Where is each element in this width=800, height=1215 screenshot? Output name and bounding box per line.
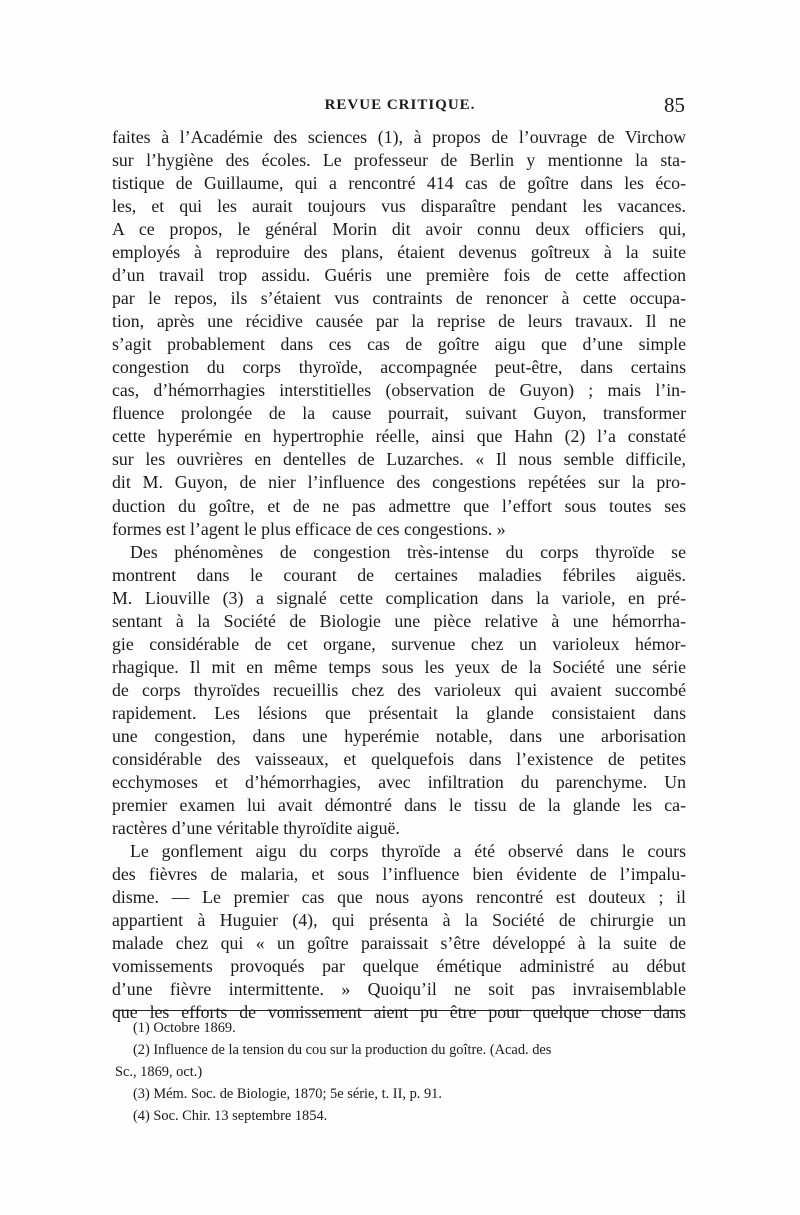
text-line: formes est l’agent le plus efficace de ces congestions. »	[112, 518, 506, 539]
text-line: Des phénomènes de congestion très-intense du corps thyroïde se	[130, 541, 686, 562]
text-line: les, et qui les aurait toujours vus disparaître pendant les vacances.	[112, 196, 686, 217]
text-line: cette hyperémie en hypertrophie réelle, ainsi que Hahn (2) l’a constaté	[112, 426, 686, 447]
text-line: par le repos, ils s’étaient vus contraints de renoncer à cette occupa-	[112, 288, 686, 309]
footnote-3: (3) Mém. Soc. de Biologie, 1870; 5e série, t. II, p. 91.	[133, 1086, 442, 1102]
text-line: congestion du corps thyroïde, accompagnée peut-être, dans certains	[112, 357, 686, 378]
footnote-2-continued: Sc., 1869, oct.)	[115, 1064, 203, 1080]
text-line: employés à reproduire des plans, étaient devenus goîtreux à la suite	[112, 242, 686, 263]
text-line: des fièvres de malaria, et sous l’influence bien évidente de l’impalu-	[112, 864, 686, 884]
text-line: vomissements provoqués par quelque émétique administré au début	[112, 956, 686, 977]
text-line: tion, après une récidive causée par la reprise de leurs travaux. Il ne	[112, 311, 686, 332]
text-line: que les efforts de vomissement aient pu être pour quelque chose dans	[112, 1002, 686, 1023]
text-line: malade chez qui « un goître paraissait s’être développé à la suite de	[112, 933, 686, 954]
text-line: ractères d’une véritable thyroïdite aiguë.	[112, 817, 400, 838]
text-line: sentant à la Société de Biologie une pièce relative à une hémorrha-	[112, 610, 686, 631]
text-line: rapidement. Les lésions que présentait la glande consistaient dans	[112, 702, 686, 723]
text-line: considérable des vaisseaux, et quelquefois dans l’existence de petites	[112, 748, 686, 769]
text-line: appartient à Huguier (4), qui présenta à la Société de chirurgie un	[112, 910, 686, 931]
text-line: de corps thyroïdes recueillis chez des varioleux qui avaient succombé	[112, 679, 686, 700]
text-line: ecchymoses et d’hémorrhagies, avec infiltration du parenchyme. Un	[112, 771, 686, 792]
page-header	[115, 93, 685, 119]
text-line: sur l’hygiène des écoles. Le professeur de Berlin y mentionne la sta-	[112, 150, 686, 171]
running-title: REVUE CRITIQUE.	[324, 97, 476, 113]
text-line: d’un travail trop assidu. Guéris une première fois de cette affection	[112, 265, 686, 286]
body-text	[112, 126, 686, 1024]
text-line: Le gonflement aigu du corps thyroïde a été observé dans le cours	[130, 840, 686, 861]
text-line: fluence prolongée de la cause pourrait, suivant Guyon, transformer	[112, 403, 686, 424]
footnotes	[115, 1017, 685, 1127]
text-line: gie considérable de cet organe, survenue chez un varioleux hémor-	[112, 633, 686, 654]
text-line: faites à l’Académie des sciences (1), à propos de l’ouvrage de Virchow	[112, 127, 686, 147]
text-line: disme. — Le premier cas que nous ayons rencontré est douteux ; il	[112, 887, 686, 908]
footnote-divider	[115, 1010, 685, 1011]
text-line: cas, d’hémorrhagies interstitielles (observation de Guyon) ; mais l’in-	[112, 380, 686, 401]
text-line: montrent dans le courant de certaines maladies fébriles aiguës.	[112, 564, 686, 585]
text-line: tistique de Guillaume, qui a rencontré 414 cas de goître dans les éco-	[112, 173, 686, 194]
footnote-4: (4) Soc. Chir. 13 septembre 1854.	[133, 1108, 328, 1124]
text-line: premier examen lui avait démontré dans le tissu de la glande les ca-	[112, 794, 686, 815]
text-line: A ce propos, le général Morin dit avoir connu deux officiers qui,	[112, 219, 686, 240]
text-line: d’une fièvre intermittente. » Quoiqu’il ne soit pas invraisemblable	[112, 979, 686, 1000]
text-line: rhagique. Il mit en même temps sous les yeux de la Société une série	[112, 656, 686, 677]
footnote-1: (1) Octobre 1869.	[133, 1020, 236, 1036]
text-line: dit M. Guyon, de nier l’influence des congestions repétées sur la pro-	[112, 472, 686, 493]
page-number: 85	[664, 93, 685, 117]
text-line: s’agit probablement dans ces cas de goître aigu que d’une simple	[112, 334, 686, 355]
text-line: duction du goître, et de ne pas admettre que l’effort sous toutes ses	[112, 495, 686, 516]
text-line: une congestion, dans une hyperémie notable, dans une arborisation	[112, 725, 686, 746]
footnote-2: (2) Influence de la tension du cou sur la production du goître. (Acad. des	[133, 1042, 552, 1058]
text-line: sur les ouvrières en dentelles de Luzarches. « Il nous semble difficile,	[112, 449, 686, 470]
text-line: M. Liouville (3) a signalé cette complication dans la variole, en pré-	[112, 587, 686, 608]
